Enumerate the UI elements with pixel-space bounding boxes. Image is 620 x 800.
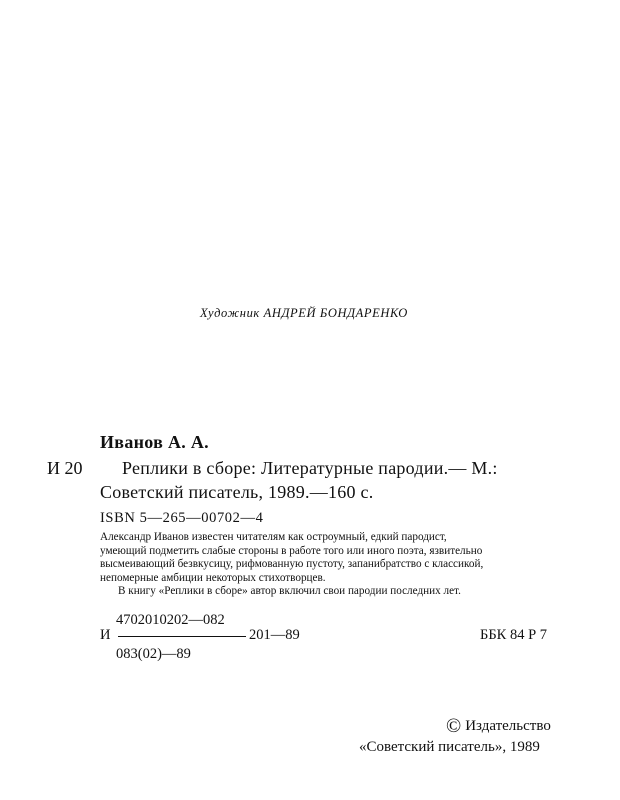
classification-code-right: 201—89 xyxy=(249,627,300,643)
annotation-line: высмеивающий безвкусицу, рифмованную пустоту, запанибратство с классикой, xyxy=(100,558,484,570)
book-title-line-1: Реплики в сборе: Литературные пародии.— М.: xyxy=(122,458,498,478)
annotation xyxy=(100,531,570,599)
book-title-line-2: Советский писатель, 1989.—160 с. xyxy=(100,482,374,502)
annotation-line: умеющий подметить слабые стороны в работе того или иного поэта, язвительно xyxy=(100,544,483,557)
copyright-line xyxy=(446,715,551,737)
author-name: Иванов А. А. xyxy=(100,432,209,452)
classification-code-rule xyxy=(118,636,246,637)
bbk-code: ББК 84 Р 7 xyxy=(480,627,548,643)
annotation-line: непомерные амбиции некоторых стихотворцев. xyxy=(100,571,326,584)
index-code: И 20 xyxy=(47,458,83,478)
classification-code-top: 4702010202—082 xyxy=(116,612,225,628)
annotation-line: В книгу «Реплики в сборе» автор включил свои пародии последних лет. xyxy=(118,585,461,597)
annotation-line: Александр Иванов известен читателям как остроумный, едкий пародист, xyxy=(100,531,447,543)
classification-code-prefix: И xyxy=(100,627,111,643)
artist-credit: Художник АНДРЕЙ БОНДАРЕНКО xyxy=(200,306,408,320)
classification-code-bottom: 083(02)—89 xyxy=(116,646,191,662)
isbn: ISBN 5—265—00702—4 xyxy=(100,510,264,526)
publisher-line: «Советский писатель», 1989 xyxy=(359,739,540,755)
copyright-label: Издательство xyxy=(465,718,551,734)
copyright-icon: © xyxy=(446,715,462,737)
